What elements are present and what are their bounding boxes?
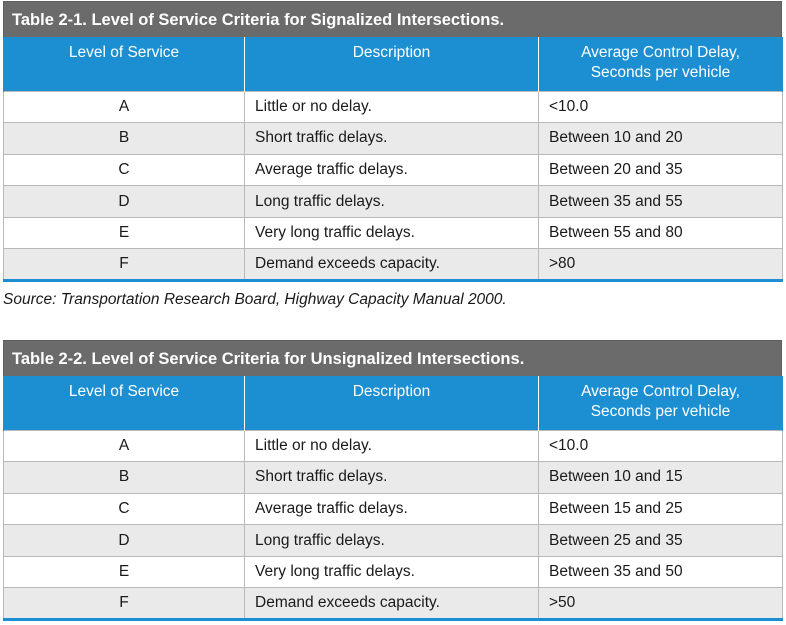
- delay-cell: Between 20 and 35: [539, 154, 783, 186]
- los-cell: A: [4, 91, 245, 123]
- header-delay-line1: Average Control Delay,: [581, 383, 740, 400]
- header-row: [4, 37, 783, 91]
- table-row: [4, 249, 783, 281]
- description-cell: Average traffic delays.: [245, 154, 539, 186]
- los-cell: F: [4, 249, 245, 281]
- table-row: [4, 154, 783, 186]
- description-cell: Little or no delay.: [245, 430, 539, 462]
- header-level-of-service: Level of Service: [4, 376, 245, 430]
- los-cell: D: [4, 525, 245, 557]
- table-row: [4, 217, 783, 249]
- description-cell: Long traffic delays.: [245, 186, 539, 218]
- header-level-of-service: Level of Service: [4, 37, 245, 91]
- description-cell: Very long traffic delays.: [245, 217, 539, 249]
- los-cell: E: [4, 217, 245, 249]
- description-cell: Very long traffic delays.: [245, 556, 539, 588]
- los-cell: C: [4, 493, 245, 525]
- description-cell: Demand exceeds capacity.: [245, 249, 539, 281]
- delay-cell: >80: [539, 249, 783, 281]
- delay-cell: <10.0: [539, 91, 783, 123]
- delay-cell: Between 35 and 50: [539, 556, 783, 588]
- header-average-control-delay: [539, 37, 783, 91]
- delay-cell: Between 25 and 35: [539, 525, 783, 557]
- los-cell: C: [4, 154, 245, 186]
- table-row: [4, 430, 783, 462]
- source-note: Source: Transportation Research Board, Highway Capacity Manual 2000.: [3, 291, 507, 308]
- table-title: Table 2-1. Level of Service Criteria for Signalized Intersections.: [3, 1, 782, 37]
- table-title: Table 2-2. Level of Service Criteria for Unsignalized Intersections.: [3, 340, 782, 376]
- header-delay-line2: Seconds per vehicle: [590, 64, 731, 81]
- table-signalized: [3, 1, 782, 282]
- table-row: [4, 525, 783, 557]
- header-delay-line2: Seconds per vehicle: [590, 403, 731, 420]
- los-cell: B: [4, 123, 245, 155]
- header-average-control-delay: [539, 376, 783, 430]
- delay-cell: Between 35 and 55: [539, 186, 783, 218]
- delay-cell: Between 10 and 15: [539, 462, 783, 494]
- description-cell: Short traffic delays.: [245, 123, 539, 155]
- description-cell: Demand exceeds capacity.: [245, 588, 539, 620]
- delay-cell: >50: [539, 588, 783, 620]
- table-row: [4, 186, 783, 218]
- delay-cell: <10.0: [539, 430, 783, 462]
- delay-cell: Between 55 and 80: [539, 217, 783, 249]
- table-row: [4, 462, 783, 494]
- header-description: Description: [245, 37, 539, 91]
- los-cell: F: [4, 588, 245, 620]
- description-cell: Short traffic delays.: [245, 462, 539, 494]
- description-cell: Long traffic delays.: [245, 525, 539, 557]
- delay-cell: Between 15 and 25: [539, 493, 783, 525]
- description-cell: Little or no delay.: [245, 91, 539, 123]
- delay-cell: Between 10 and 20: [539, 123, 783, 155]
- table-row: [4, 91, 783, 123]
- los-cell: E: [4, 556, 245, 588]
- table-row: [4, 556, 783, 588]
- table-row: [4, 588, 783, 620]
- header-delay-line1: Average Control Delay,: [581, 44, 740, 61]
- table-unsignalized: [3, 340, 782, 621]
- los-cell: A: [4, 430, 245, 462]
- description-cell: Average traffic delays.: [245, 493, 539, 525]
- table-row: [4, 123, 783, 155]
- los-cell: B: [4, 462, 245, 494]
- los-cell: D: [4, 186, 245, 218]
- los-table: [3, 376, 783, 621]
- header-row: [4, 376, 783, 430]
- header-description: Description: [245, 376, 539, 430]
- table-row: [4, 493, 783, 525]
- los-table: [3, 37, 783, 282]
